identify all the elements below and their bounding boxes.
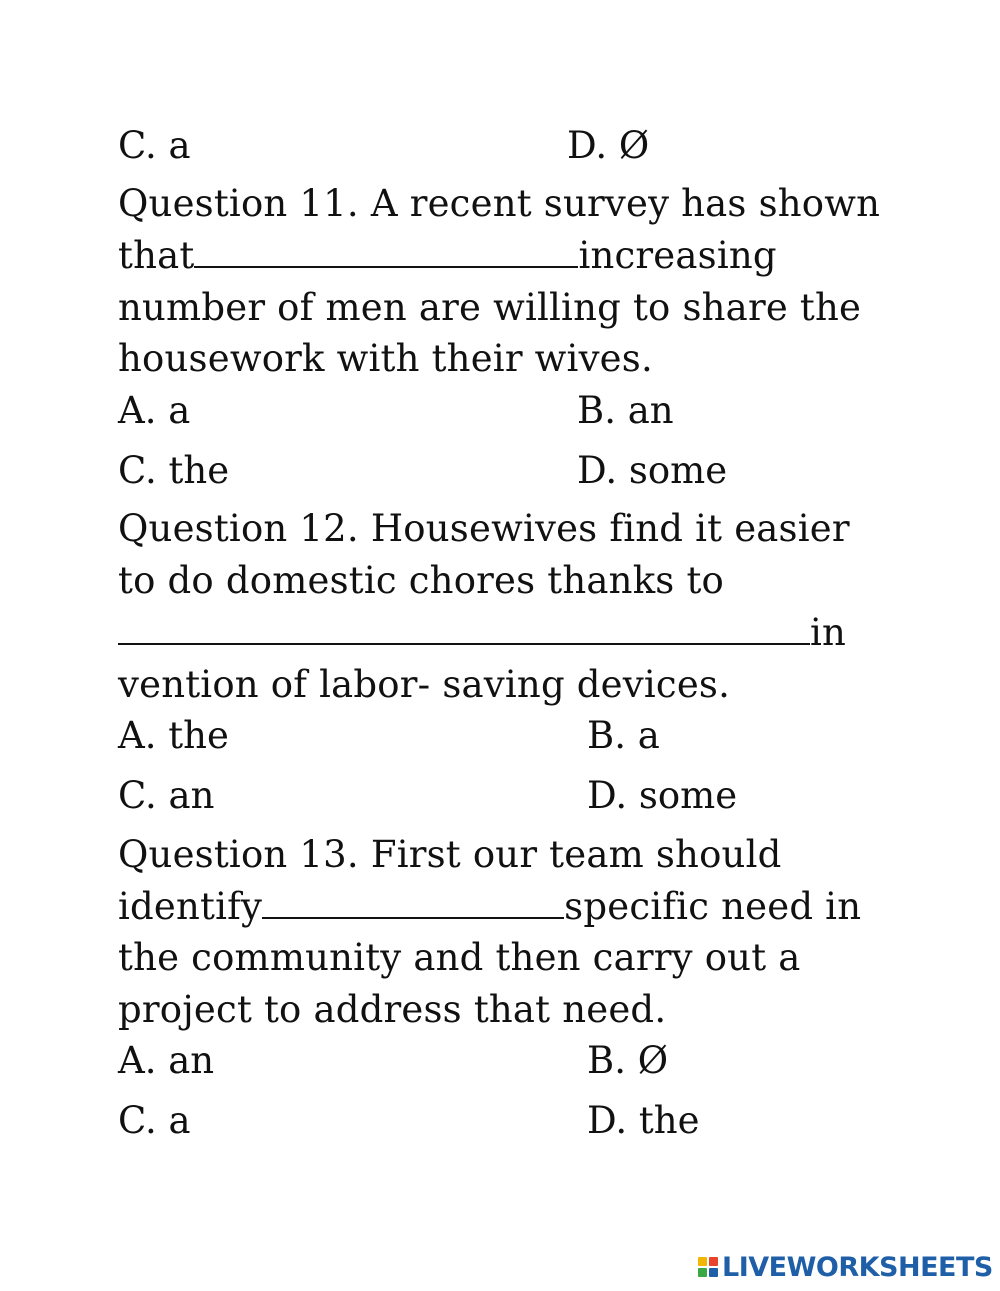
q11-text-before-blank: that: [118, 234, 195, 277]
q12-text-line-4: vention of labor- saving devices.: [118, 663, 731, 706]
q12-text-after-blank: in: [810, 611, 847, 654]
q10-option-c: C. a: [118, 124, 191, 167]
q13-text-after-blank: specific need in: [564, 885, 862, 928]
q11-answer-blank[interactable]: [194, 236, 578, 268]
q13-text-line-3: the community and then carry out a: [118, 936, 801, 979]
q13-option-c: C. a: [118, 1099, 191, 1142]
q11-text-line-3: number of men are willing to share the: [118, 286, 862, 329]
q13-text-line-4: project to address that need.: [118, 988, 667, 1031]
q12-option-a: A. the: [118, 714, 229, 757]
logo-square-yellow: [698, 1257, 707, 1266]
q12-option-b: B. a: [587, 714, 660, 757]
q12-text-line-1: Question 12. Housewives find it easier: [118, 507, 850, 550]
q12-option-d: D. some: [587, 774, 738, 817]
liveworksheets-logo-text: LIVEWORKSHEETS: [722, 1251, 993, 1283]
q13-text-line-2: [118, 885, 861, 929]
q13-text-before-blank: identify: [118, 885, 263, 928]
q11-text-line-1: Question 11. A recent survey has shown: [118, 182, 881, 225]
q13-option-b: B. Ø: [587, 1039, 669, 1082]
q11-text-line-2: [118, 234, 777, 278]
q12-option-c: C. an: [118, 774, 215, 817]
q11-option-b: B. an: [577, 389, 674, 432]
q12-text-line-3: [118, 611, 846, 655]
liveworksheets-logo: [698, 1252, 993, 1282]
q11-option-a: A. a: [118, 389, 191, 432]
q11-option-c: C. the: [118, 449, 230, 492]
logo-square-red: [709, 1257, 718, 1266]
q13-text-line-1: Question 13. First our team should: [118, 833, 782, 876]
q12-text-line-2: to do domestic chores thanks to: [118, 559, 725, 602]
q13-answer-blank[interactable]: [262, 887, 564, 919]
logo-square-green: [698, 1268, 707, 1277]
q11-text-line-4: housework with their wives.: [118, 337, 653, 380]
q10-option-d: D. Ø: [567, 124, 650, 167]
q13-option-d: D. the: [587, 1099, 700, 1142]
q11-option-d: D. some: [577, 449, 728, 492]
liveworksheets-logo-icon: [698, 1257, 718, 1277]
q13-option-a: A. an: [118, 1039, 215, 1082]
q11-text-after-blank: increasing: [578, 234, 777, 277]
logo-square-blue: [709, 1268, 718, 1277]
q12-answer-blank[interactable]: [118, 613, 810, 645]
